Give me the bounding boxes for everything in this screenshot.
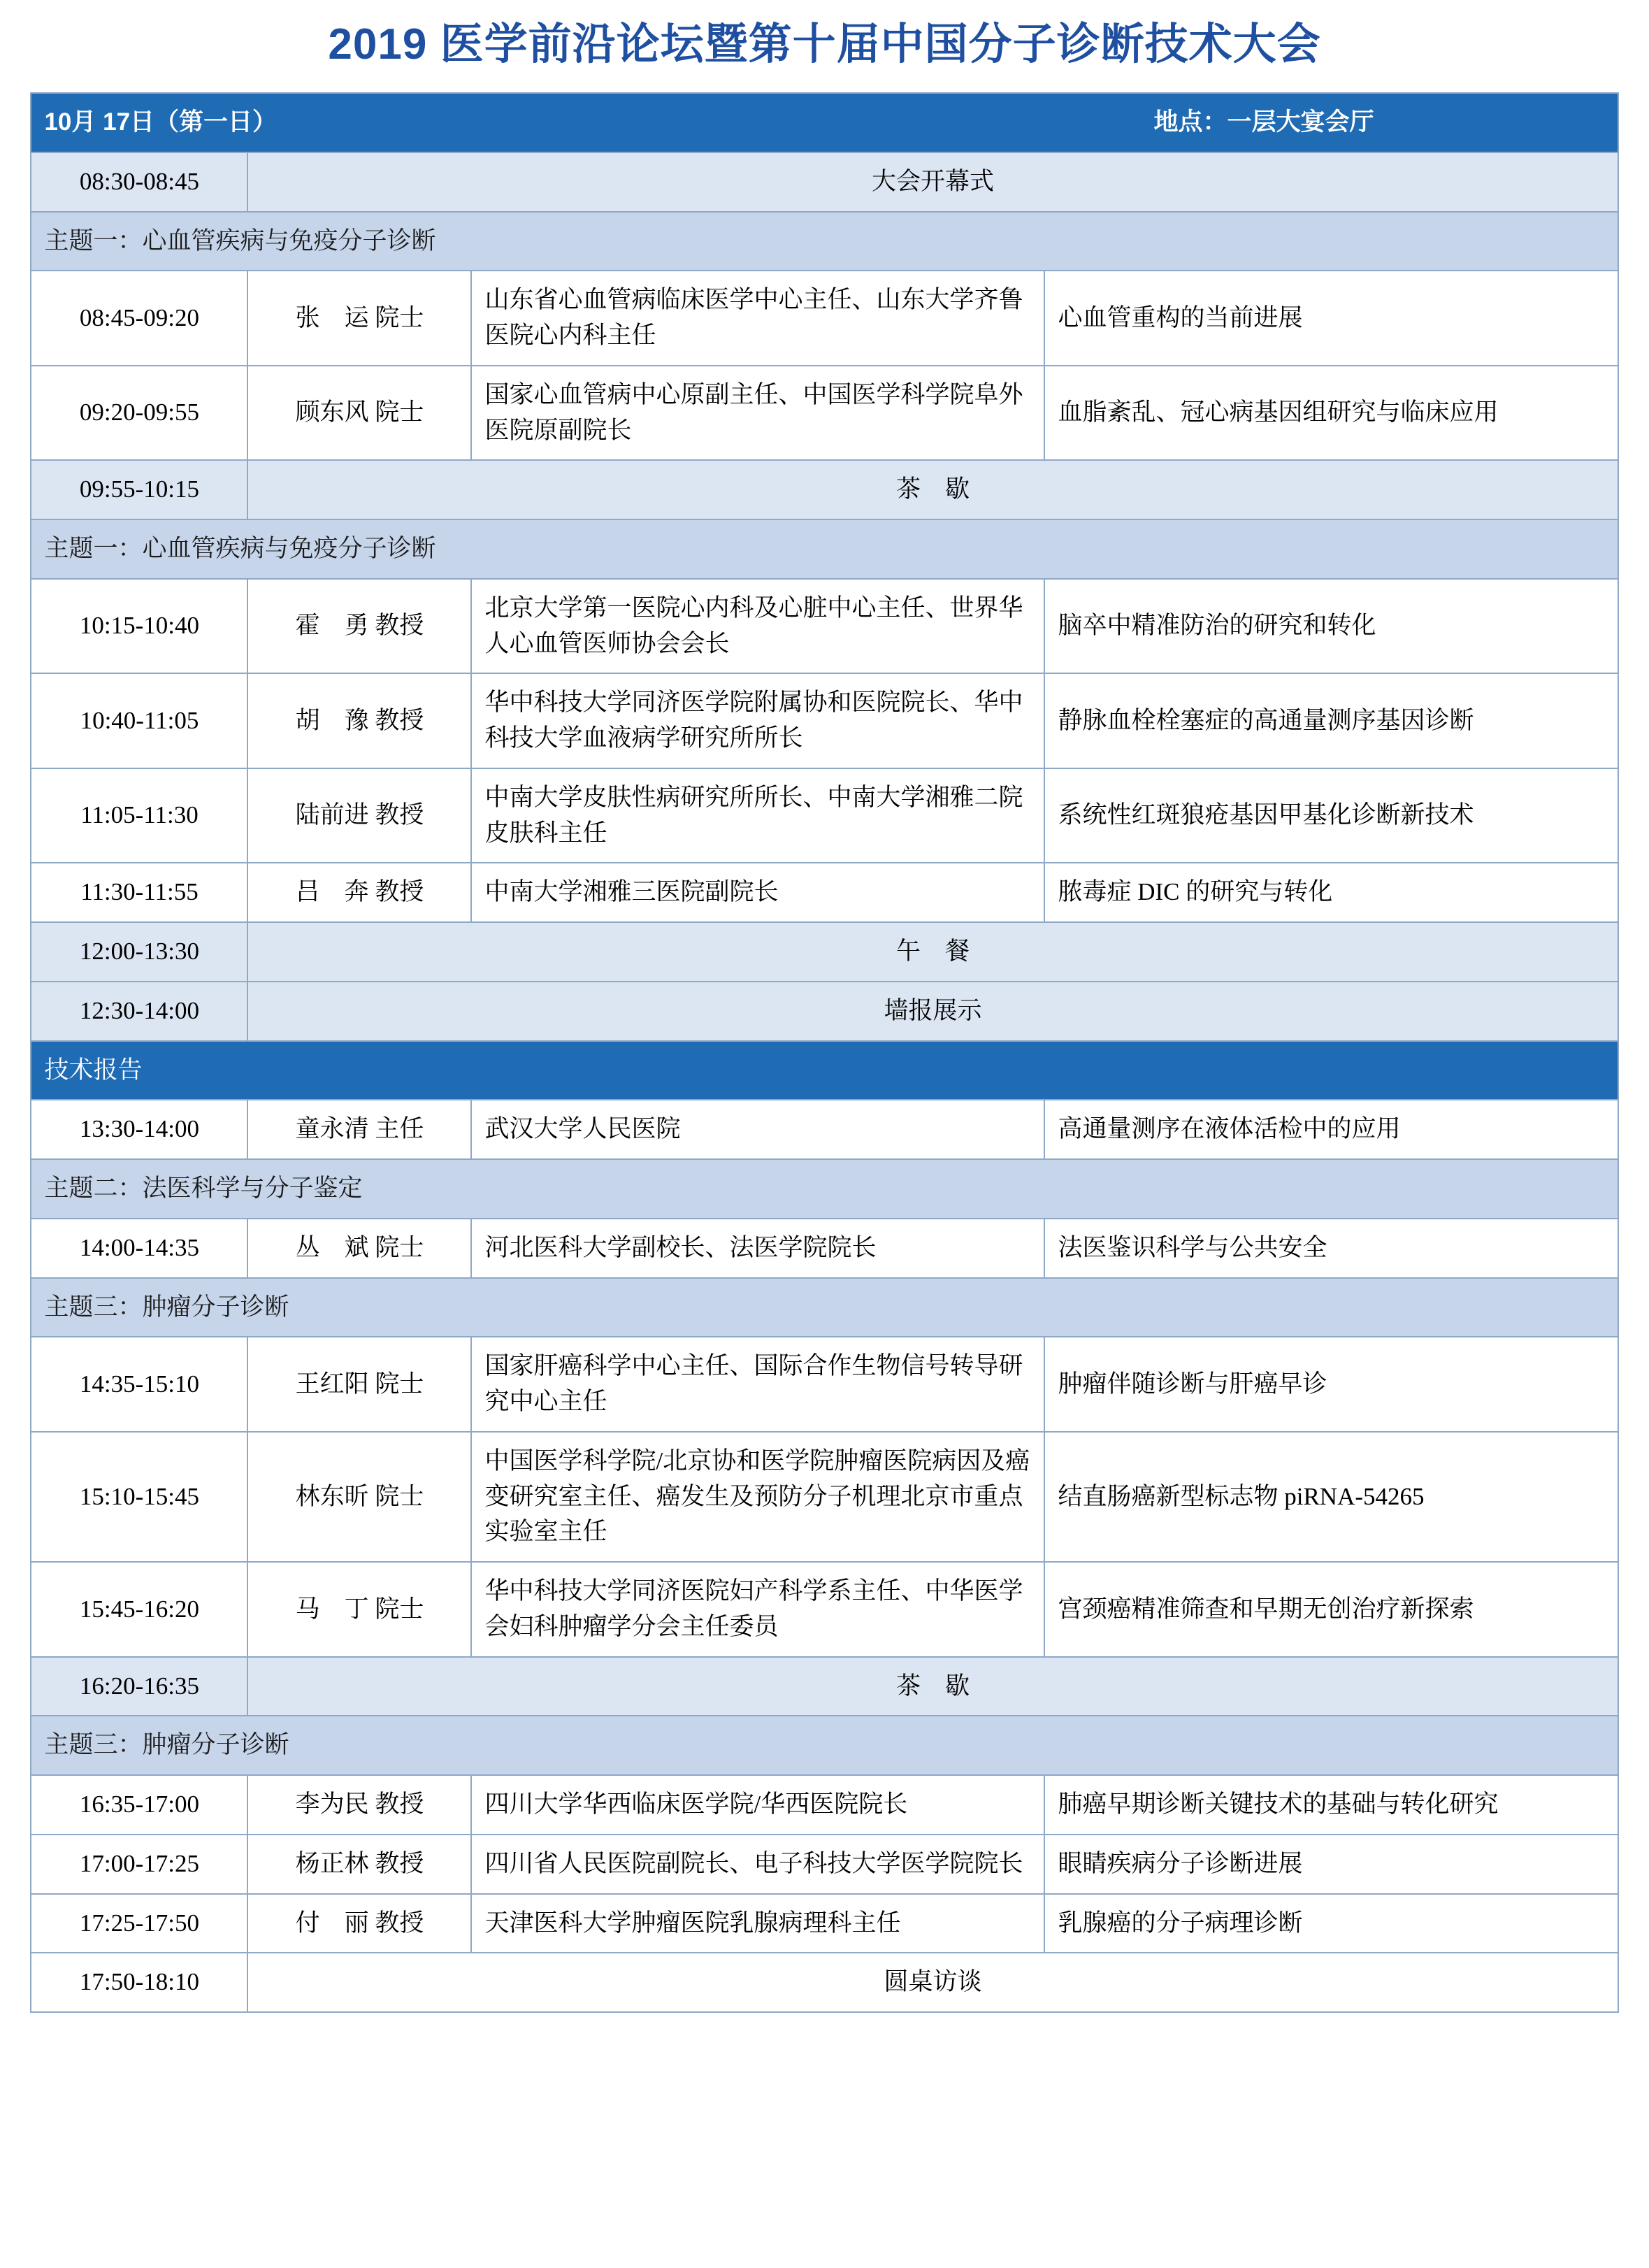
day-header-cell xyxy=(31,93,1618,152)
table-row xyxy=(31,271,1618,366)
talk-affiliation: 国家肝癌科学中心主任、国际合作生物信号转导研究中心主任 xyxy=(471,1337,1044,1432)
table-row xyxy=(31,1775,1618,1835)
event-time: 12:00-13:30 xyxy=(31,922,247,982)
talk-affiliation: 中南大学皮肤性病研究所所长、中南大学湘雅二院皮肤科主任 xyxy=(471,768,1044,863)
section-label: 主题二：法医科学与分子鉴定 xyxy=(31,1159,1618,1219)
event-time: 17:50-18:10 xyxy=(31,1953,247,2012)
day-venue: 地点：一层大宴会厅 xyxy=(1153,108,1374,136)
talk-speaker: 杨正林 教授 xyxy=(247,1835,471,1894)
event-row xyxy=(31,1657,1618,1716)
talk-speaker: 张 运 院士 xyxy=(247,271,471,366)
table-row xyxy=(31,366,1618,461)
talk-topic: 宫颈癌精准筛查和早期无创治疗新探索 xyxy=(1044,1562,1618,1657)
event-row xyxy=(31,1953,1618,2012)
event-row xyxy=(31,152,1618,212)
event-title: 大会开幕式 xyxy=(247,152,1618,212)
table-row xyxy=(31,1100,1618,1159)
talk-time: 09:20-09:55 xyxy=(31,366,247,461)
talk-time: 10:15-10:40 xyxy=(31,579,247,674)
talk-time: 11:05-11:30 xyxy=(31,768,247,863)
talk-speaker: 胡 豫 教授 xyxy=(247,673,471,768)
table-row xyxy=(31,1562,1618,1657)
table-row xyxy=(31,768,1618,863)
event-title: 茶 歇 xyxy=(247,1657,1618,1716)
talk-speaker: 林东昕 院士 xyxy=(247,1432,471,1562)
talk-time: 14:35-15:10 xyxy=(31,1337,247,1432)
talk-topic: 高通量测序在液体活检中的应用 xyxy=(1044,1100,1618,1159)
section-label: 主题三：肿瘤分子诊断 xyxy=(31,1278,1618,1337)
talk-speaker: 王红阳 院士 xyxy=(247,1337,471,1432)
talk-time: 16:35-17:00 xyxy=(31,1775,247,1835)
talk-speaker: 付 丽 教授 xyxy=(247,1894,471,1953)
section-label: 主题一：心血管疾病与免疫分子诊断 xyxy=(31,212,1618,271)
talk-speaker: 陆前进 教授 xyxy=(247,768,471,863)
talk-speaker: 李为民 教授 xyxy=(247,1775,471,1835)
talk-topic: 脓毒症 DIC 的研究与转化 xyxy=(1044,863,1618,922)
event-title: 圆桌访谈 xyxy=(247,1953,1618,2012)
talk-time: 11:30-11:55 xyxy=(31,863,247,922)
table-row xyxy=(31,673,1618,768)
event-row xyxy=(31,460,1618,519)
table-row xyxy=(31,863,1618,922)
talk-speaker: 霍 勇 教授 xyxy=(247,579,471,674)
talk-time: 10:40-11:05 xyxy=(31,673,247,768)
talk-affiliation: 四川省人民医院副院长、电子科技大学医学院院长 xyxy=(471,1835,1044,1894)
tech-report-label: 技术报告 xyxy=(31,1041,1618,1100)
talk-affiliation: 华中科技大学同济医院妇产科学系主任、中华医学会妇科肿瘤学分会主任委员 xyxy=(471,1562,1044,1657)
talk-topic: 眼睛疾病分子诊断进展 xyxy=(1044,1835,1618,1894)
section-row xyxy=(31,212,1618,271)
event-time: 12:30-14:00 xyxy=(31,982,247,1041)
talk-affiliation: 北京大学第一医院心内科及心脏中心主任、世界华人心血管医师协会会长 xyxy=(471,579,1044,674)
page-title: 2019 医学前沿论坛暨第十届中国分子诊断技术大会 xyxy=(328,20,1321,69)
talk-topic: 血脂紊乱、冠心病基因组研究与临床应用 xyxy=(1044,366,1618,461)
talk-affiliation: 武汉大学人民医院 xyxy=(471,1100,1044,1159)
talk-affiliation: 华中科技大学同济医学院附属协和医院院长、华中科技大学血液病学研究所所长 xyxy=(471,673,1044,768)
schedule-table xyxy=(30,92,1618,2013)
schedule-body xyxy=(31,93,1618,2012)
talk-affiliation: 四川大学华西临床医学院/华西医院院长 xyxy=(471,1775,1044,1835)
talk-speaker: 童永清 主任 xyxy=(247,1100,471,1159)
event-title: 茶 歇 xyxy=(247,460,1618,519)
day-header-row xyxy=(31,93,1618,152)
talk-time: 08:45-09:20 xyxy=(31,271,247,366)
talk-topic: 结直肠癌新型标志物 piRNA-54265 xyxy=(1044,1432,1618,1562)
talk-time: 15:10-15:45 xyxy=(31,1432,247,1562)
talk-speaker: 马 丁 院士 xyxy=(247,1562,471,1657)
section-row xyxy=(31,1159,1618,1219)
table-row xyxy=(31,1337,1618,1432)
talk-topic: 肿瘤伴随诊断与肝癌早诊 xyxy=(1044,1337,1618,1432)
section-row xyxy=(31,519,1618,579)
talk-affiliation: 天津医科大学肿瘤医院乳腺病理科主任 xyxy=(471,1894,1044,1953)
table-row xyxy=(31,1219,1618,1278)
tech-report-row xyxy=(31,1041,1618,1100)
table-row xyxy=(31,1835,1618,1894)
event-row xyxy=(31,982,1618,1041)
talk-topic: 静脉血栓栓塞症的高通量测序基因诊断 xyxy=(1044,673,1618,768)
talk-topic: 脑卒中精准防治的研究和转化 xyxy=(1044,579,1618,674)
talk-affiliation: 山东省心血管病临床医学中心主任、山东大学齐鲁医院心内科主任 xyxy=(471,271,1044,366)
talk-speaker: 丛 斌 院士 xyxy=(247,1219,471,1278)
talk-affiliation: 中国医学科学院/北京协和医学院肿瘤医院病因及癌变研究室主任、癌发生及预防分子机理北京市重点实验室主任 xyxy=(471,1432,1044,1562)
talk-speaker: 顾东风 院士 xyxy=(247,366,471,461)
section-row xyxy=(31,1716,1618,1775)
talk-time: 14:00-14:35 xyxy=(31,1219,247,1278)
talk-affiliation: 河北医科大学副校长、法医学院院长 xyxy=(471,1219,1044,1278)
section-label: 主题三：肿瘤分子诊断 xyxy=(31,1716,1618,1775)
table-row xyxy=(31,1894,1618,1953)
talk-topic: 法医鉴识科学与公共安全 xyxy=(1044,1219,1618,1278)
talk-affiliation: 中南大学湘雅三医院副院长 xyxy=(471,863,1044,922)
talk-topic: 肺癌早期诊断关键技术的基础与转化研究 xyxy=(1044,1775,1618,1835)
talk-time: 17:00-17:25 xyxy=(31,1835,247,1894)
talk-time: 15:45-16:20 xyxy=(31,1562,247,1657)
talk-topic: 乳腺癌的分子病理诊断 xyxy=(1044,1894,1618,1953)
talk-speaker: 吕 奔 教授 xyxy=(247,863,471,922)
event-title: 午 餐 xyxy=(247,922,1618,982)
event-title: 墙报展示 xyxy=(247,982,1618,1041)
table-row xyxy=(31,579,1618,674)
event-time: 09:55-10:15 xyxy=(31,460,247,519)
talk-topic: 系统性红斑狼疮基因甲基化诊断新技术 xyxy=(1044,768,1618,863)
talk-topic: 心血管重构的当前进展 xyxy=(1044,271,1618,366)
event-row xyxy=(31,922,1618,982)
section-label: 主题一：心血管疾病与免疫分子诊断 xyxy=(31,519,1618,579)
event-time: 16:20-16:35 xyxy=(31,1657,247,1716)
event-time: 08:30-08:45 xyxy=(31,152,247,212)
day-header-inner xyxy=(44,105,1604,141)
talk-affiliation: 国家心血管病中心原副主任、中国医学科学院阜外医院原副院长 xyxy=(471,366,1044,461)
talk-time: 17:25-17:50 xyxy=(31,1894,247,1953)
section-row xyxy=(31,1278,1618,1337)
table-row xyxy=(31,1432,1618,1562)
talk-time: 13:30-14:00 xyxy=(31,1100,247,1159)
day-date: 10月 17日（第一日） xyxy=(44,108,278,136)
